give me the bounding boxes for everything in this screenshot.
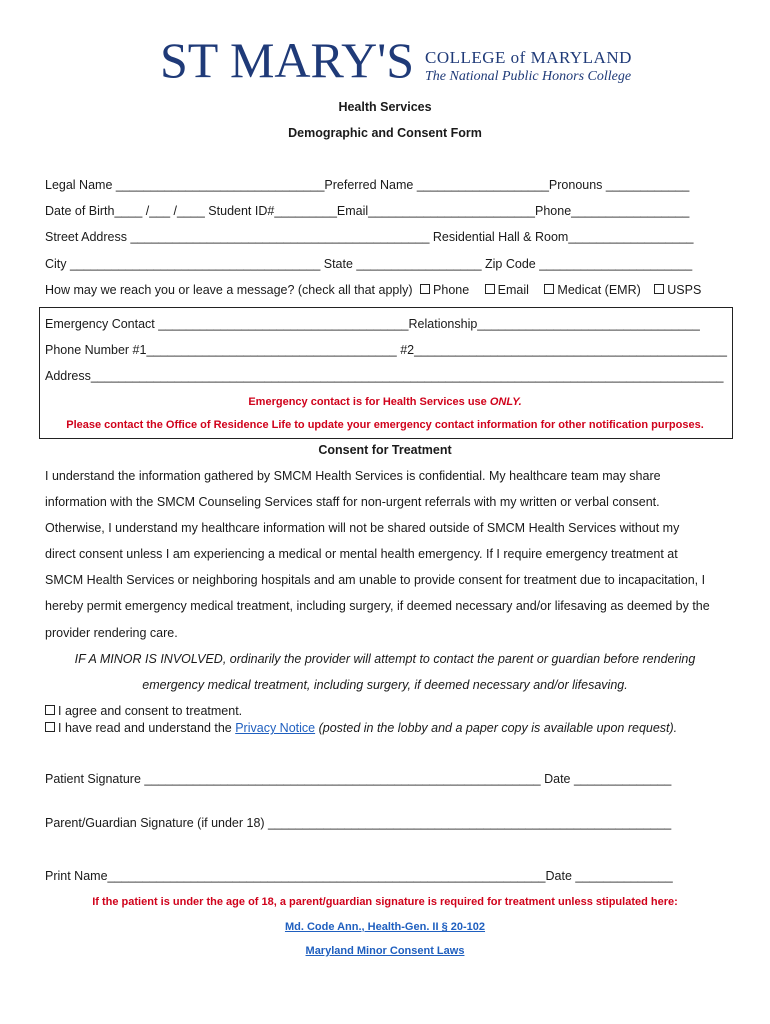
consent-paragraph-line: I understand the information gathered by SMCM Health Services is confidential. My healthcare team may share [45,469,661,483]
legal-name-line[interactable]: Legal Name ______________________________Preferred Name ___________________Pronouns ____________ [45,178,690,192]
city-line[interactable]: City ____________________________________ State __________________ Zip Code ______________________ [45,257,693,271]
phone-option-label: Phone [433,283,470,297]
privacy-row [45,721,677,735]
emergency-notice-emphasis: ONLY. [489,396,522,408]
logo-tagline: The National Public Honors College [425,69,632,84]
privacy-notice-link[interactable]: Privacy Notice [235,721,316,735]
consent-paragraph-line: information with the SMCM Counseling Services staff for non-urgent referrals with my written or verbal consent. [45,495,660,509]
consent-paragraph-line: Otherwise, I understand my healthcare information will not be shared outside of SMCM Health Services without my [45,521,680,535]
logo-wordmark: ST MARY'S [160,32,415,88]
logo-college-name: COLLEGE of MARYLAND [425,48,632,67]
email-option-label: Email [497,283,529,297]
privacy-note: (posted in the lobby and a paper copy is available upon request). [315,721,678,735]
medicat-option-label: Medicat (EMR) [557,283,641,297]
contact-preference-row [45,283,701,297]
guardian-signature-line[interactable]: Parent/Guardian Signature (if under 18) __________________________________________________________ [45,816,672,830]
address-line[interactable]: Street Address ___________________________________________ Residential Hall & Room__________________ [45,230,694,244]
privacy-checkbox[interactable] [45,722,55,732]
consent-paragraph-line: provider rendering care. [45,626,178,640]
consent-paragraph-line: hereby permit emergency medical treatment, including surgery, if deemed necessary and/or lifesaving as deemed by the [45,599,710,613]
consent-paragraph-line: SMCM Health Services or neighboring hospitals and am unable to provide consent for treatment due to incapacitation, I [45,573,706,587]
usps-option-label: USPS [667,283,702,297]
agree-label: I agree and consent to treatment. [58,704,243,718]
emergency-address-line[interactable]: Address___________________________________________________________________________________________ [45,369,724,383]
emergency-phone-line[interactable]: Phone Number #1____________________________________ #2_____________________________________________ [45,343,727,357]
contact-question: How may we reach you or leave a message? (check all that apply) [45,283,413,297]
minor-consent-laws-link[interactable]: Maryland Minor Consent Laws [305,945,465,957]
emergency-contact-line[interactable]: Emergency Contact ____________________________________Relationship________________________________ [45,317,700,331]
health-gen-statute-link[interactable]: Md. Code Ann., Health-Gen. II § 20-102 [284,921,486,933]
form-subtitle: Demographic and Consent Form [288,126,482,140]
consent-paragraph-line: direct consent unless I am experiencing a medical or mental health emergency. If I require emergency treatment at [45,547,678,561]
emergency-notice [0,396,770,408]
agree-checkbox[interactable] [45,705,55,715]
phone-checkbox[interactable] [420,284,430,294]
dob-student-line[interactable]: Date of Birth____ /___ /____ Student ID#_________Email________________________Phone_________________ [45,204,690,218]
print-name-line[interactable]: Print Name_______________________________________________________________Date ______________ [45,869,673,883]
residence-life-notice: Please contact the Office of Residence Life to update your emergency contact information for other notification purposes. [66,419,704,431]
agree-row [45,704,242,718]
email-checkbox[interactable] [485,284,495,294]
consent-heading: Consent for Treatment [318,443,452,457]
patient-signature-line[interactable]: Patient Signature _________________________________________________________ Date ______________ [45,772,672,786]
privacy-label: I have read and understand the [58,721,236,735]
emergency-notice-text: Emergency contact is for Health Services use [248,396,490,408]
minor-signature-notice: If the patient is under the age of 18, a parent/guardian signature is required for treatment unless stipulated here: [92,896,678,908]
medicat-checkbox[interactable] [544,284,554,294]
minor-notice-line: emergency medical treatment, including surgery, if deemed necessary and/or lifesaving. [142,678,628,692]
form-title: Health Services [338,100,432,114]
minor-notice-line: IF A MINOR IS INVOLVED, ordinarily the provider will attempt to contact the parent or guardian before rendering [74,652,696,666]
usps-checkbox[interactable] [654,284,664,294]
college-logo [160,32,414,86]
minor-consent-link-row [0,943,770,957]
statute-link-row [0,919,770,933]
